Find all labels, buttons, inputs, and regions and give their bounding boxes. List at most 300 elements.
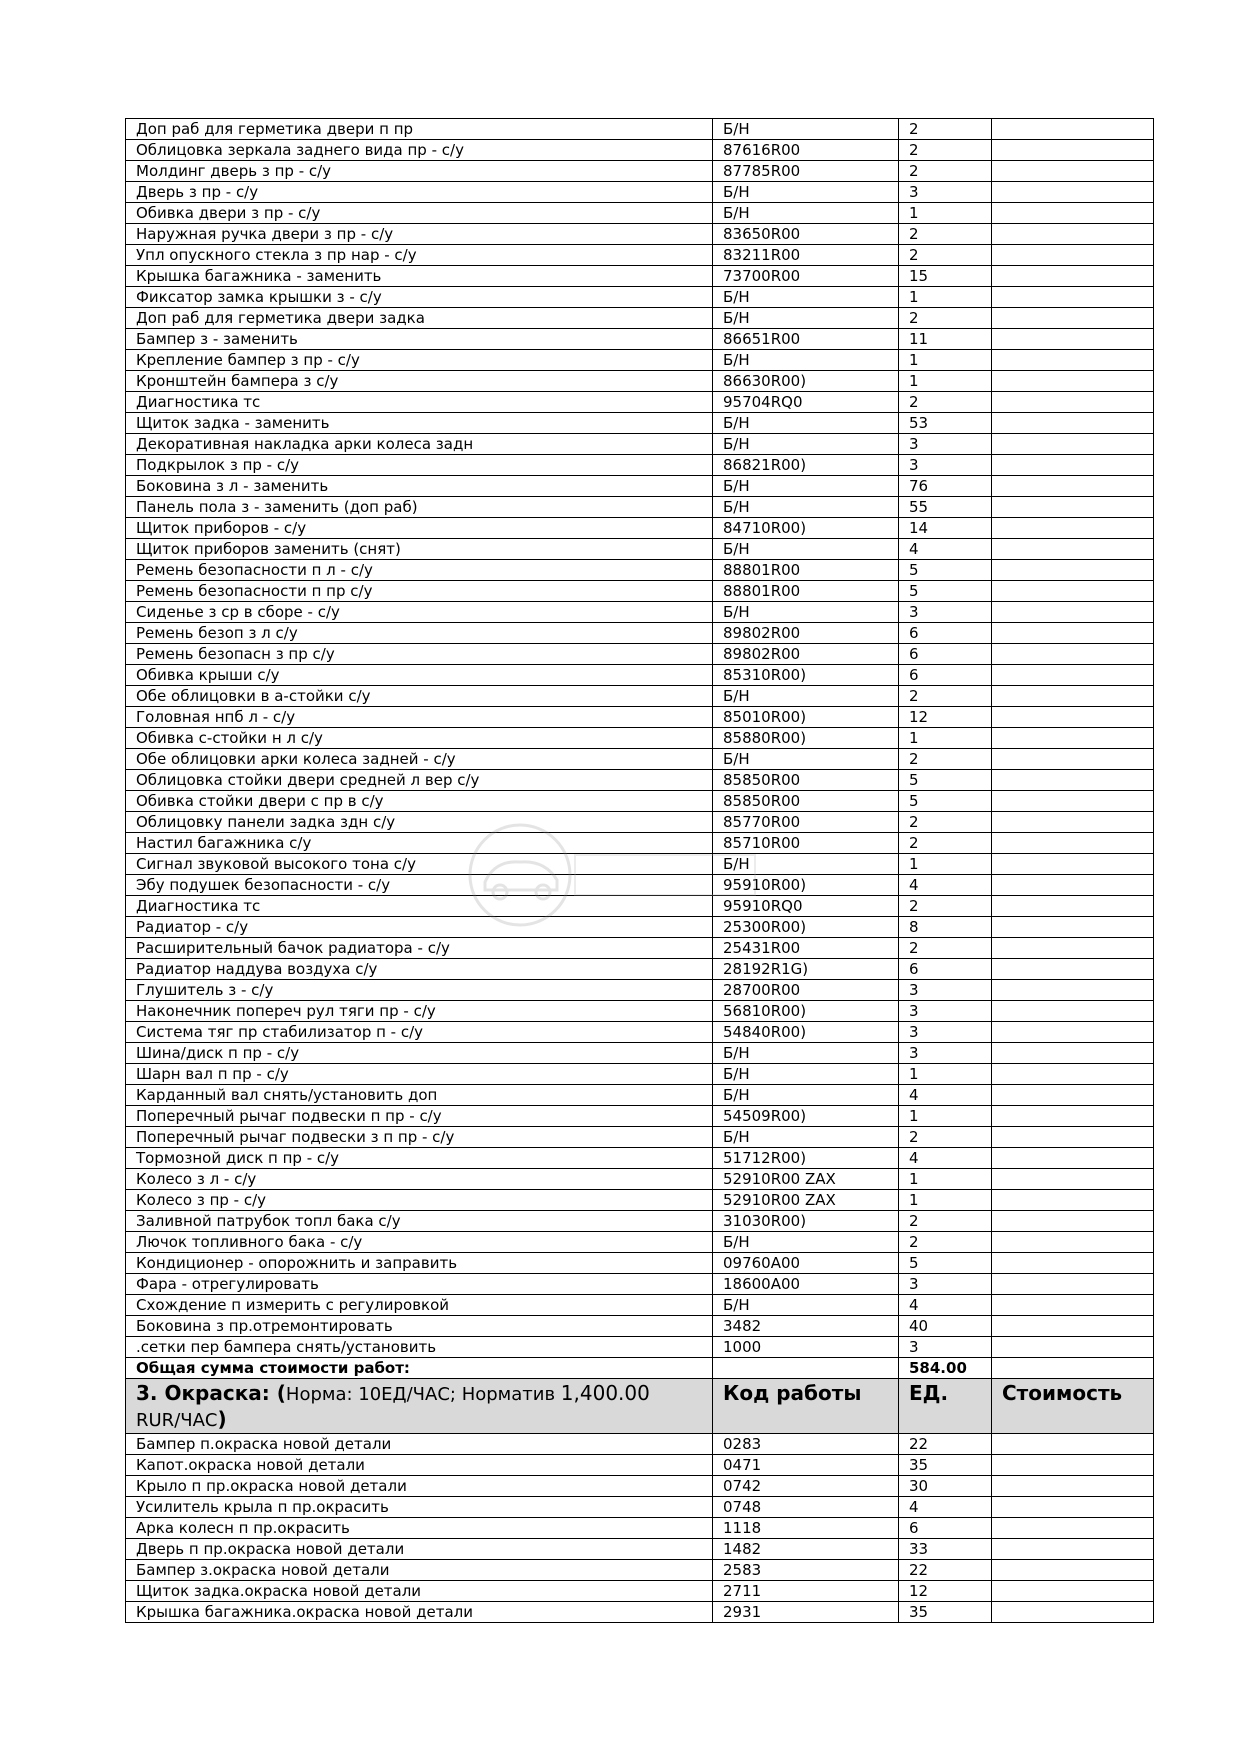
work-code: Б/Н — [713, 119, 899, 140]
work-name: Сигнал звуковой высокого тона с/у — [126, 854, 713, 875]
work-cost — [992, 539, 1154, 560]
work-name: Сиденье з ср в сборе - с/у — [126, 602, 713, 623]
table-row — [126, 1316, 1154, 1337]
work-code: 83650R00 — [713, 224, 899, 245]
work-name: Эбу подушек безопасности - с/у — [126, 875, 713, 896]
work-code: Б/Н — [713, 203, 899, 224]
work-code: 89802R00 — [713, 644, 899, 665]
total-value: 584.00 — [899, 1358, 992, 1379]
table-row — [126, 434, 1154, 455]
work-code: 2931 — [713, 1602, 899, 1623]
work-units: 35 — [899, 1455, 992, 1476]
table-row — [126, 329, 1154, 350]
table-row — [126, 455, 1154, 476]
table-row — [126, 581, 1154, 602]
work-cost — [992, 329, 1154, 350]
work-cost — [992, 1497, 1154, 1518]
table-row — [126, 392, 1154, 413]
table-row — [126, 896, 1154, 917]
work-units: 12 — [899, 1581, 992, 1602]
work-name: Арка колесн п пр.окрасить — [126, 1518, 713, 1539]
work-units: 6 — [899, 623, 992, 644]
table-row — [126, 791, 1154, 812]
work-cost — [992, 644, 1154, 665]
work-cost — [992, 371, 1154, 392]
work-units: 3 — [899, 1274, 992, 1295]
section-close-paren: ) — [217, 1407, 227, 1431]
work-code: 83211R00 — [713, 245, 899, 266]
column-header-units: ЕД. — [899, 1379, 992, 1434]
work-code: 87616R00 — [713, 140, 899, 161]
paint-table-row — [126, 1455, 1154, 1476]
work-name: Щиток задка - заменить — [126, 413, 713, 434]
work-code: Б/Н — [713, 1043, 899, 1064]
work-units: 2 — [899, 833, 992, 854]
work-units: 2 — [899, 1127, 992, 1148]
work-cost — [992, 1253, 1154, 1274]
work-code: 85850R00 — [713, 770, 899, 791]
paint-table-row — [126, 1560, 1154, 1581]
work-name: Поперечный рычаг подвески п пр - с/у — [126, 1106, 713, 1127]
work-code: 0283 — [713, 1434, 899, 1455]
work-cost — [992, 182, 1154, 203]
table-row — [126, 245, 1154, 266]
work-name: Крышка багажника.окраска новой детали — [126, 1602, 713, 1623]
work-units: 8 — [899, 917, 992, 938]
table-row — [126, 1274, 1154, 1295]
table-row — [126, 623, 1154, 644]
work-code: 95910R00) — [713, 875, 899, 896]
work-name: Ремень безопасности п л - с/у — [126, 560, 713, 581]
table-row — [126, 224, 1154, 245]
work-units: 4 — [899, 1295, 992, 1316]
work-code: 28700R00 — [713, 980, 899, 1001]
work-code: 85010R00) — [713, 707, 899, 728]
work-cost — [992, 119, 1154, 140]
table-row — [126, 770, 1154, 791]
total-cost-cell — [992, 1358, 1154, 1379]
work-units: 1 — [899, 1169, 992, 1190]
work-code: 85710R00 — [713, 833, 899, 854]
table-row — [126, 119, 1154, 140]
work-name: Капот.окраска новой детали — [126, 1455, 713, 1476]
work-cost — [992, 1602, 1154, 1623]
paint-table-row — [126, 1434, 1154, 1455]
work-code: 0742 — [713, 1476, 899, 1497]
work-cost — [992, 623, 1154, 644]
work-units: 3 — [899, 980, 992, 1001]
work-code: 95704RQ0 — [713, 392, 899, 413]
table-row — [126, 938, 1154, 959]
work-code: Б/Н — [713, 434, 899, 455]
table-row — [126, 1043, 1154, 1064]
table-row — [126, 1232, 1154, 1253]
work-cost — [992, 1455, 1154, 1476]
table-row — [126, 1211, 1154, 1232]
work-units: 2 — [899, 161, 992, 182]
work-units: 2 — [899, 1211, 992, 1232]
work-name: Молдинг дверь з пр - с/у — [126, 161, 713, 182]
work-code: Б/Н — [713, 497, 899, 518]
work-cost — [992, 1539, 1154, 1560]
table-row — [126, 1106, 1154, 1127]
work-cost — [992, 1560, 1154, 1581]
work-units: 2 — [899, 245, 992, 266]
work-units: 4 — [899, 1497, 992, 1518]
work-name: Крышка багажника - заменить — [126, 266, 713, 287]
work-units: 2 — [899, 686, 992, 707]
work-cost — [992, 161, 1154, 182]
work-cost — [992, 833, 1154, 854]
work-name: Щиток приборов заменить (снят) — [126, 539, 713, 560]
paint-table-row — [126, 1539, 1154, 1560]
paint-table-row — [126, 1602, 1154, 1623]
work-code: 84710R00) — [713, 518, 899, 539]
table-row — [126, 1085, 1154, 1106]
work-name: .сетки пер бампера снять/установить — [126, 1337, 713, 1358]
table-row — [126, 602, 1154, 623]
work-code: Б/Н — [713, 287, 899, 308]
work-name: Бампер з - заменить — [126, 329, 713, 350]
work-units: 2 — [899, 119, 992, 140]
work-code: 56810R00) — [713, 1001, 899, 1022]
table-row — [126, 1022, 1154, 1043]
work-code: Б/Н — [713, 308, 899, 329]
work-cost — [992, 1211, 1154, 1232]
work-units: 5 — [899, 581, 992, 602]
work-units: 35 — [899, 1602, 992, 1623]
work-cost — [992, 770, 1154, 791]
work-units: 2 — [899, 749, 992, 770]
work-name: Диагностика тс — [126, 896, 713, 917]
work-units: 4 — [899, 539, 992, 560]
work-units: 22 — [899, 1434, 992, 1455]
work-units: 3 — [899, 1043, 992, 1064]
work-cost — [992, 1316, 1154, 1337]
work-cost — [992, 392, 1154, 413]
work-name: Наконечник попереч рул тяги пр - с/у — [126, 1001, 713, 1022]
work-units: 1 — [899, 854, 992, 875]
work-code: 3482 — [713, 1316, 899, 1337]
work-code: Б/Н — [713, 476, 899, 497]
table-row — [126, 371, 1154, 392]
work-units: 30 — [899, 1476, 992, 1497]
total-row — [126, 1358, 1154, 1379]
work-cost — [992, 1274, 1154, 1295]
work-cost — [992, 1232, 1154, 1253]
table-row — [126, 707, 1154, 728]
work-name: Крыло п пр.окраска новой детали — [126, 1476, 713, 1497]
work-name: Боковина з л - заменить — [126, 476, 713, 497]
table-row — [126, 812, 1154, 833]
work-code: Б/Н — [713, 1064, 899, 1085]
section-header-painting — [126, 1379, 1154, 1434]
work-name: Диагностика тс — [126, 392, 713, 413]
work-code: 86821R00) — [713, 455, 899, 476]
work-code: 54840R00) — [713, 1022, 899, 1043]
work-code: 85770R00 — [713, 812, 899, 833]
section-title — [126, 1379, 713, 1434]
table-row — [126, 560, 1154, 581]
work-units: 2 — [899, 392, 992, 413]
section-rate: 1,400.00 — [560, 1381, 650, 1405]
work-units: 14 — [899, 518, 992, 539]
table-row — [126, 854, 1154, 875]
work-name: Фиксатор замка крышки з - с/у — [126, 287, 713, 308]
work-cost — [992, 581, 1154, 602]
work-code: Б/Н — [713, 749, 899, 770]
work-name: Лючок топливного бака - с/у — [126, 1232, 713, 1253]
work-code: 52910R00 ZAX — [713, 1169, 899, 1190]
table-row — [126, 266, 1154, 287]
work-name: Обивка стойки двери с пр в с/у — [126, 791, 713, 812]
table-row — [126, 497, 1154, 518]
work-name: Декоративная накладка арки колеса задн — [126, 434, 713, 455]
work-code: Б/Н — [713, 686, 899, 707]
work-units: 1 — [899, 728, 992, 749]
work-cost — [992, 875, 1154, 896]
work-name: Колесо з л - с/у — [126, 1169, 713, 1190]
work-cost — [992, 980, 1154, 1001]
work-code: 1482 — [713, 1539, 899, 1560]
work-units: 3 — [899, 455, 992, 476]
work-name: Крепление бампер з пр - с/у — [126, 350, 713, 371]
table-row — [126, 350, 1154, 371]
work-name: Система тяг пр стабилизатор п - с/у — [126, 1022, 713, 1043]
work-cost — [992, 287, 1154, 308]
work-cost — [992, 1337, 1154, 1358]
work-name: Глушитель з - с/у — [126, 980, 713, 1001]
work-code: 73700R00 — [713, 266, 899, 287]
work-units: 3 — [899, 602, 992, 623]
work-cost — [992, 749, 1154, 770]
work-cost — [992, 1127, 1154, 1148]
work-code: 18600A00 — [713, 1274, 899, 1295]
work-code: 88801R00 — [713, 560, 899, 581]
work-code: 25300R00) — [713, 917, 899, 938]
work-name: Кондиционер - опорожнить и заправить — [126, 1253, 713, 1274]
work-name: Шарн вал п пр - с/у — [126, 1064, 713, 1085]
work-units: 4 — [899, 875, 992, 896]
work-code: 1118 — [713, 1518, 899, 1539]
work-cost — [992, 602, 1154, 623]
work-code: 1000 — [713, 1337, 899, 1358]
work-code: Б/Н — [713, 1127, 899, 1148]
work-cost — [992, 1064, 1154, 1085]
table-row — [126, 1337, 1154, 1358]
work-cost — [992, 728, 1154, 749]
work-units: 3 — [899, 182, 992, 203]
table-row — [126, 1253, 1154, 1274]
work-name: Обе облицовки арки колеса задней - с/у — [126, 749, 713, 770]
work-units: 4 — [899, 1148, 992, 1169]
work-code: Б/Н — [713, 602, 899, 623]
labor-rows — [126, 119, 1154, 1358]
work-units: 1 — [899, 1190, 992, 1211]
work-units: 3 — [899, 1337, 992, 1358]
work-name: Бампер п.окраска новой детали — [126, 1434, 713, 1455]
work-name: Облицовку панели задка здн с/у — [126, 812, 713, 833]
work-name: Подкрылок з пр - с/у — [126, 455, 713, 476]
work-name: Поперечный рычаг подвески з п пр - с/у — [126, 1127, 713, 1148]
table-row — [126, 161, 1154, 182]
section-rate-unit: RUR/ЧАС — [136, 1410, 218, 1431]
work-code: Б/Н — [713, 1085, 899, 1106]
work-units: 6 — [899, 665, 992, 686]
work-name: Ремень безоп з л с/у — [126, 623, 713, 644]
work-cost — [992, 308, 1154, 329]
work-units: 1 — [899, 287, 992, 308]
work-name: Расширительный бачок радиатора - с/у — [126, 938, 713, 959]
section-norm: Норма: 10ЕД/ЧАС; Норматив — [285, 1384, 561, 1405]
work-units: 1 — [899, 1064, 992, 1085]
column-header-code: Код работы — [713, 1379, 899, 1434]
table-row — [126, 518, 1154, 539]
work-units: 2 — [899, 938, 992, 959]
work-code: 85310R00) — [713, 665, 899, 686]
table-row — [126, 833, 1154, 854]
work-units: 1 — [899, 371, 992, 392]
work-units: 6 — [899, 959, 992, 980]
section-number-title: 3. Окраска: ( — [136, 1381, 286, 1405]
work-cost — [992, 413, 1154, 434]
estimate-sheet — [125, 118, 1153, 1623]
work-cost — [992, 1581, 1154, 1602]
work-cost — [992, 455, 1154, 476]
work-name: Настил багажника с/у — [126, 833, 713, 854]
table-row — [126, 875, 1154, 896]
work-cost — [992, 476, 1154, 497]
table-row — [126, 1001, 1154, 1022]
work-cost — [992, 791, 1154, 812]
work-name: Облицовка стойки двери средней л вер с/у — [126, 770, 713, 791]
work-name: Дверь з пр - с/у — [126, 182, 713, 203]
table-row — [126, 1190, 1154, 1211]
work-units: 3 — [899, 1001, 992, 1022]
work-units: 4 — [899, 1085, 992, 1106]
work-code: 54509R00) — [713, 1106, 899, 1127]
work-name: Усилитель крыла п пр.окрасить — [126, 1497, 713, 1518]
work-cost — [992, 665, 1154, 686]
work-name: Карданный вал снять/установить доп — [126, 1085, 713, 1106]
work-name: Боковина з пр.отремонтировать — [126, 1316, 713, 1337]
table-row — [126, 1148, 1154, 1169]
work-units: 2 — [899, 812, 992, 833]
table-row — [126, 665, 1154, 686]
table-row — [126, 686, 1154, 707]
work-cost — [992, 434, 1154, 455]
table-row — [126, 1169, 1154, 1190]
work-units: 22 — [899, 1560, 992, 1581]
work-name: Радиатор наддува воздуха с/у — [126, 959, 713, 980]
work-cost — [992, 1169, 1154, 1190]
work-cost — [992, 1190, 1154, 1211]
table-row — [126, 140, 1154, 161]
work-units: 11 — [899, 329, 992, 350]
work-code: Б/Н — [713, 854, 899, 875]
work-name: Облицовка зеркала заднего вида пр - с/у — [126, 140, 713, 161]
work-cost — [992, 959, 1154, 980]
work-name: Фара - отрегулировать — [126, 1274, 713, 1295]
work-name: Щиток приборов - с/у — [126, 518, 713, 539]
work-code: 52910R00 ZAX — [713, 1190, 899, 1211]
table-row — [126, 959, 1154, 980]
table-row — [126, 476, 1154, 497]
work-name: Наружная ручка двери з пр - с/у — [126, 224, 713, 245]
table-row — [126, 1295, 1154, 1316]
paint-table-row — [126, 1476, 1154, 1497]
work-units: 1 — [899, 1106, 992, 1127]
work-units: 2 — [899, 896, 992, 917]
work-cost — [992, 1001, 1154, 1022]
work-units: 5 — [899, 1253, 992, 1274]
work-code: Б/Н — [713, 350, 899, 371]
paint-table-row — [126, 1518, 1154, 1539]
work-name: Кронштейн бампера з с/у — [126, 371, 713, 392]
total-label: Общая сумма стоимости работ: — [126, 1358, 713, 1379]
work-name: Головная нпб л - с/у — [126, 707, 713, 728]
work-cost — [992, 1476, 1154, 1497]
work-units: 40 — [899, 1316, 992, 1337]
work-units: 5 — [899, 770, 992, 791]
work-code: Б/Н — [713, 1232, 899, 1253]
work-code: 28192R1G) — [713, 959, 899, 980]
work-code: 86630R00) — [713, 371, 899, 392]
work-cost — [992, 686, 1154, 707]
work-cost — [992, 266, 1154, 287]
work-code: 25431R00 — [713, 938, 899, 959]
table-row — [126, 644, 1154, 665]
work-units: 6 — [899, 1518, 992, 1539]
work-code: 2711 — [713, 1581, 899, 1602]
work-cost — [992, 350, 1154, 371]
paint-table-row — [126, 1497, 1154, 1518]
work-cost — [992, 203, 1154, 224]
work-units: 33 — [899, 1539, 992, 1560]
work-cost — [992, 1295, 1154, 1316]
work-name: Щиток задка.окраска новой детали — [126, 1581, 713, 1602]
table-row — [126, 1127, 1154, 1148]
work-cost — [992, 560, 1154, 581]
work-cost — [992, 1106, 1154, 1127]
work-name: Обивка двери з пр - с/у — [126, 203, 713, 224]
work-cost — [992, 1434, 1154, 1455]
work-units: 5 — [899, 791, 992, 812]
work-units: 2 — [899, 308, 992, 329]
work-code: 89802R00 — [713, 623, 899, 644]
table-row — [126, 182, 1154, 203]
column-header-cost: Стоимость — [992, 1379, 1154, 1434]
work-units: 1 — [899, 350, 992, 371]
work-name: Обивка крыши с/у — [126, 665, 713, 686]
work-cost — [992, 224, 1154, 245]
work-code: 95910RQ0 — [713, 896, 899, 917]
work-units: 76 — [899, 476, 992, 497]
table-row — [126, 413, 1154, 434]
work-name: Схождение п измерить с регулировкой — [126, 1295, 713, 1316]
work-code: 09760A00 — [713, 1253, 899, 1274]
work-code: 87785R00 — [713, 161, 899, 182]
work-code: 88801R00 — [713, 581, 899, 602]
work-cost — [992, 854, 1154, 875]
table-row — [126, 539, 1154, 560]
work-cost — [992, 707, 1154, 728]
work-cost — [992, 1085, 1154, 1106]
work-name: Дверь п пр.окраска новой детали — [126, 1539, 713, 1560]
work-code: 31030R00) — [713, 1211, 899, 1232]
work-cost — [992, 917, 1154, 938]
work-code: 85880R00) — [713, 728, 899, 749]
